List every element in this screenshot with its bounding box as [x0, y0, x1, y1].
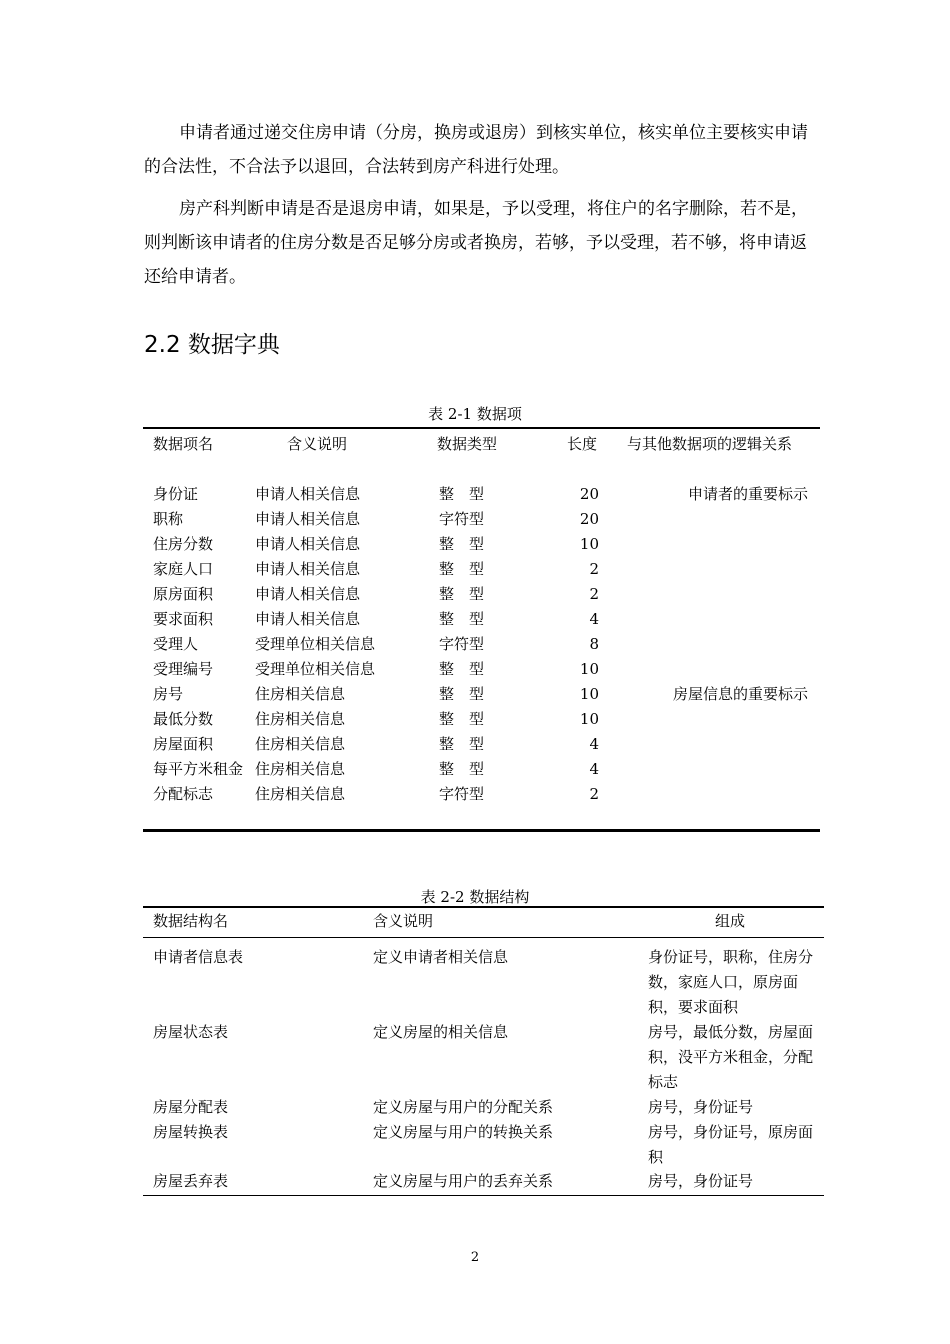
- table1-cell-desc: 住房相关信息: [255, 760, 346, 778]
- table1-top-rule: [143, 427, 820, 429]
- paragraph-text: 房产科判断申请是否是退房申请，如果是，予以受理，将住户的名字删除，若不是，则判断该申请者的住房分数是否足够分房或者换房，若够，予以受理，若不够，将申请返还给申请者。: [144, 199, 808, 287]
- paragraph-text: 申请者通过递交住房申请（分房，换房或退房）到核实单位，核实单位主要核实申请的合法性，不合法予以退回，合法转到房产科进行处理。: [144, 123, 808, 177]
- table1-cell-name: 每平方米租金: [153, 760, 244, 778]
- table1-cell-name: 住房分数: [153, 535, 214, 553]
- table1-cell-type: 字符型: [439, 635, 485, 653]
- table2-bottom-rule: [143, 1195, 824, 1196]
- table1-cell-desc: 住房相关信息: [255, 710, 346, 728]
- page-number: 2: [470, 1250, 480, 1265]
- table1-cell-type: 整 型: [439, 485, 485, 503]
- table2-header-composition: 组成: [715, 912, 746, 930]
- table2-cell-desc: 定义房屋与用户的转换关系: [373, 1123, 554, 1141]
- table1-header-relation: 与其他数据项的逻辑关系: [627, 435, 793, 453]
- table2-cell-name: 房屋转换表: [153, 1123, 229, 1141]
- table1-cell-name: 家庭人口: [153, 560, 214, 578]
- table1-cell-type: 整 型: [439, 535, 485, 553]
- table2-cell-desc: 定义申请者相关信息: [373, 948, 509, 966]
- table1-cell-type: 整 型: [439, 685, 485, 703]
- table2-cell-composition: 房号，身份证号，原房面积: [648, 1123, 814, 1166]
- table1-cell-length: 2: [589, 785, 599, 803]
- table1-cell-desc: 申请人相关信息: [255, 535, 361, 553]
- table2-caption: 表 2-2 数据结构: [420, 888, 530, 906]
- table1-cell-desc: 住房相关信息: [255, 685, 346, 703]
- table1-cell-length: 2: [589, 560, 599, 578]
- table1-cell-name: 要求面积: [153, 610, 214, 628]
- table1-cell-desc: 申请人相关信息: [255, 510, 361, 528]
- table1-cell-type: 整 型: [439, 610, 485, 628]
- table1-cell-desc: 申请人相关信息: [255, 485, 361, 503]
- table1-cell-name: 原房面积: [153, 585, 214, 603]
- table1-cell-type: 整 型: [439, 560, 485, 578]
- table1-cell-desc: 申请人相关信息: [255, 610, 361, 628]
- table2-cell-desc: 定义房屋与用户的丢弃关系: [373, 1172, 554, 1190]
- table1-cell-length: 4: [589, 760, 599, 778]
- table2-cell-composition: 房号，身份证号: [648, 1098, 754, 1116]
- table1-cell-desc: 受理单位相关信息: [255, 660, 376, 678]
- table1-cell-type: 整 型: [439, 710, 485, 728]
- table1-cell-type: 整 型: [439, 660, 485, 678]
- table1-cell-desc: 受理单位相关信息: [255, 635, 376, 653]
- table2-cell-composition: 房号，身份证号: [648, 1172, 754, 1190]
- table1-header-type: 数据类型: [437, 435, 498, 453]
- section-title: 2.2 数据字典: [144, 332, 280, 358]
- table1-header-name: 数据项名: [153, 435, 214, 453]
- table1-cell-name: 分配标志: [153, 785, 214, 803]
- table1-cell-name: 房号: [153, 685, 184, 703]
- table1-cell-type: 整 型: [439, 735, 485, 753]
- table2-cell-composition: 身份证号，职称，住房分数，家庭人口，原房面积，要求面积: [648, 948, 814, 1016]
- table1-header-length: 长度: [567, 435, 598, 453]
- table1-cell-type: 整 型: [439, 585, 485, 603]
- table1-cell-name: 身份证: [153, 485, 199, 503]
- table1-cell-length: 20: [579, 485, 599, 503]
- table1-cell-desc: 住房相关信息: [255, 785, 346, 803]
- table1-cell-name: 受理人: [153, 635, 199, 653]
- table2-top-rule: [143, 906, 824, 908]
- table1-cell-length: 10: [579, 660, 599, 678]
- table1-cell-name: 最低分数: [153, 710, 214, 728]
- paragraph-application-flow: [144, 116, 814, 184]
- table1-cell-length: 4: [589, 735, 599, 753]
- table1-caption: 表 2-1 数据项: [428, 405, 522, 423]
- table1-cell-length: 8: [589, 635, 599, 653]
- table1-cell-name: 房屋面积: [153, 735, 214, 753]
- table1-cell-length: 10: [579, 535, 599, 553]
- table1-cell-desc: 住房相关信息: [255, 735, 346, 753]
- table2-cell-name: 房屋状态表: [153, 1023, 229, 1041]
- table2-cell-composition: 房号，最低分数，房屋面积，没平方米租金，分配标志: [648, 1023, 814, 1091]
- table1-cell-name: 受理编号: [153, 660, 214, 678]
- table1-cell-length: 2: [589, 585, 599, 603]
- paragraph-processing-flow: [144, 192, 814, 294]
- table1-cell-length: 20: [579, 510, 599, 528]
- table1-cell-type: 整 型: [439, 760, 485, 778]
- table1-cell-desc: 申请人相关信息: [255, 585, 361, 603]
- table1-cell-type: 字符型: [439, 785, 485, 803]
- table2-cell-name: 申请者信息表: [153, 948, 244, 966]
- table2-header-desc: 含义说明: [373, 912, 434, 930]
- table1-cell-relation: 房屋信息的重要标示: [672, 685, 808, 703]
- table2-header-rule: [143, 937, 824, 938]
- table2-cell-name: 房屋分配表: [153, 1098, 229, 1116]
- table2-cell-desc: 定义房屋的相关信息: [373, 1023, 509, 1041]
- table1-cell-length: 10: [579, 710, 599, 728]
- table1-cell-length: 10: [579, 685, 599, 703]
- table1-cell-type: 字符型: [439, 510, 485, 528]
- table1-bottom-rule: [143, 829, 820, 832]
- table1-cell-length: 4: [589, 610, 599, 628]
- table1-header-desc: 含义说明: [287, 435, 348, 453]
- table1-cell-relation: 申请者的重要标示: [687, 485, 808, 503]
- table1-cell-name: 职称: [153, 510, 184, 528]
- table1-cell-desc: 申请人相关信息: [255, 560, 361, 578]
- table2-cell-desc: 定义房屋与用户的分配关系: [373, 1098, 554, 1116]
- table2-header-name: 数据结构名: [153, 912, 229, 930]
- table2-cell-name: 房屋丢弃表: [153, 1172, 229, 1190]
